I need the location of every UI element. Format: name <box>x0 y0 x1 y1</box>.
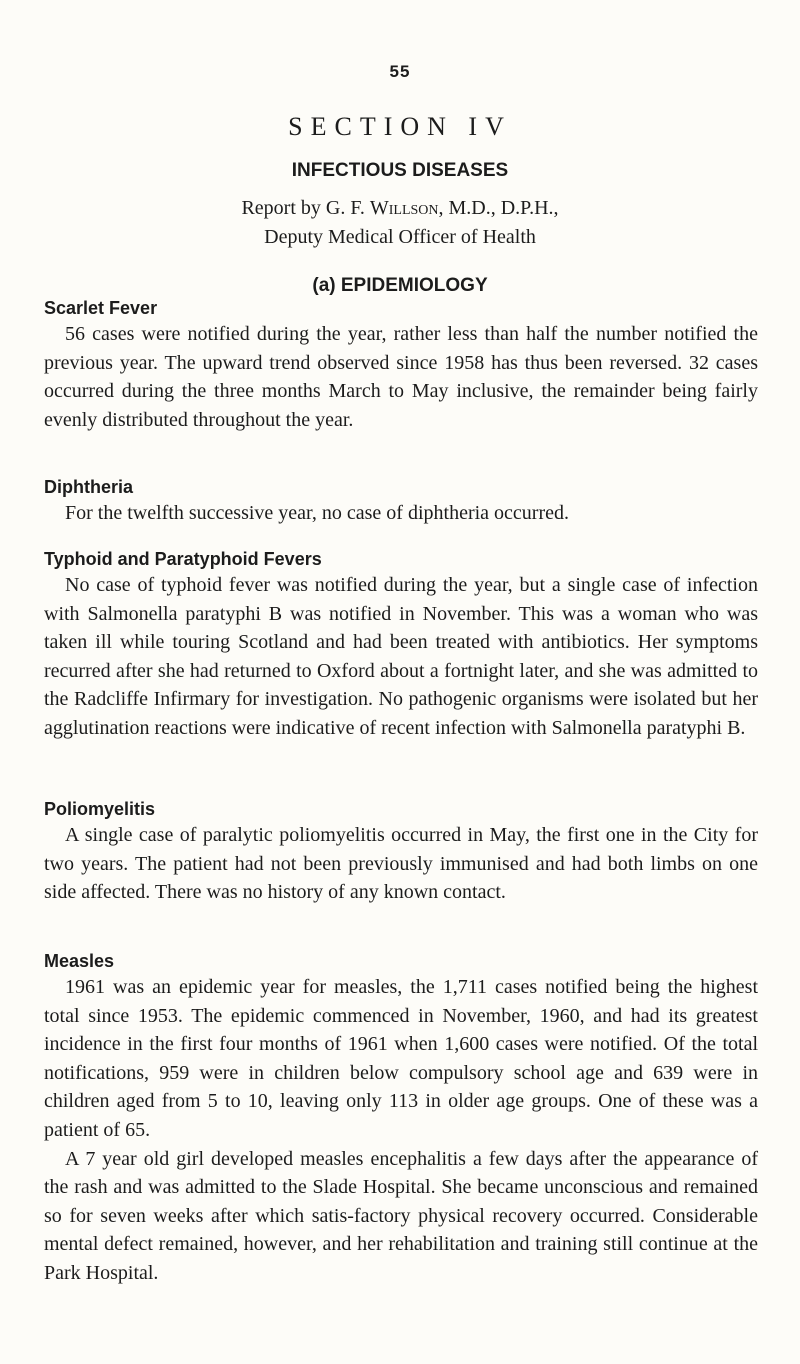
section-paragraph: No case of typhoid fever was notified during the year, but a single case of infection with Salmonella paratyphi B was notified in November. This was a woman who was taken ill while touring Scotland and had been treated with antibiotics. Her symptoms recurred after she had returned to Oxford about a fortnight later, and she was admitted to the Radcliffe Infirmary for investigation. No pathogenic organisms were isolated but her agglutination reactions were indicative of recent infection with Salmonella paratyphi B. <box>44 574 758 739</box>
section-typhoid <box>44 547 758 743</box>
section-paragraph: 56 cases were notified during the year, rather less than half the number notified the previous year. The upward trend observed since 1958 has thus been reversed. 32 cases occurred during the three months March to May inclusive, the remainder being fairly evenly distributed throughout the year. <box>44 323 758 431</box>
author-line <box>0 197 800 220</box>
section-heading: Measles <box>44 951 115 971</box>
subsection-title: (a) EPIDEMIOLOGY <box>312 275 488 296</box>
section-measles <box>44 949 758 1288</box>
section-paragraph: For the twelfth successive year, no case of diphtheria occurred. <box>65 502 570 524</box>
author-name: Willson <box>369 197 439 219</box>
section-paragraph: A single case of paralytic poliomyelitis occurred in May, the first one in the City for two years. The patient had not been previously immunised and had both limbs on one side affected. There was no history of any known contact. <box>44 824 758 904</box>
section-paragraph: 1961 was an epidemic year for measles, the 1,711 cases notified being the highest total since 1953. The epidemic commenced in November, 1960, and had its greatest incidence in the first four months of 1961 when 1,600 cases were notified. Of the total notifications, 959 were in children below compulsory school age and 639 were in children aged from 5 to 10, leaving only 113 in older age groups. One of these was a patient of 65. <box>44 976 758 1141</box>
author-role: Deputy Medical Officer of Health <box>264 226 536 248</box>
section-heading: Typhoid and Paratyphoid Fevers <box>44 549 322 569</box>
section-diphtheria <box>44 475 758 528</box>
author-suffix: , M.D., D.P.H., <box>438 197 559 219</box>
section-paragraph: A 7 year old girl developed measles encephalitis a few days after the appearance of the rash and was admitted to the Slade Hospital. She became unconscious and remained so for seven weeks after which satis-factory physical recovery occurred. Considerable mental defect remained, however, and her rehabilitation and training still continue at the Park Hospital. <box>44 1147 758 1284</box>
author-prefix: Report by G. F. <box>241 197 370 219</box>
section-poliomyelitis <box>44 797 758 907</box>
page-number: 55 <box>389 62 411 81</box>
section-heading: Scarlet Fever <box>44 298 158 318</box>
chapter-title: INFECTIOUS DISEASES <box>291 160 509 181</box>
section-title: SECTION IV <box>288 112 512 141</box>
section-heading: Poliomyelitis <box>44 799 156 819</box>
section-heading: Diphtheria <box>44 477 134 497</box>
section-scarlet-fever <box>44 296 758 434</box>
